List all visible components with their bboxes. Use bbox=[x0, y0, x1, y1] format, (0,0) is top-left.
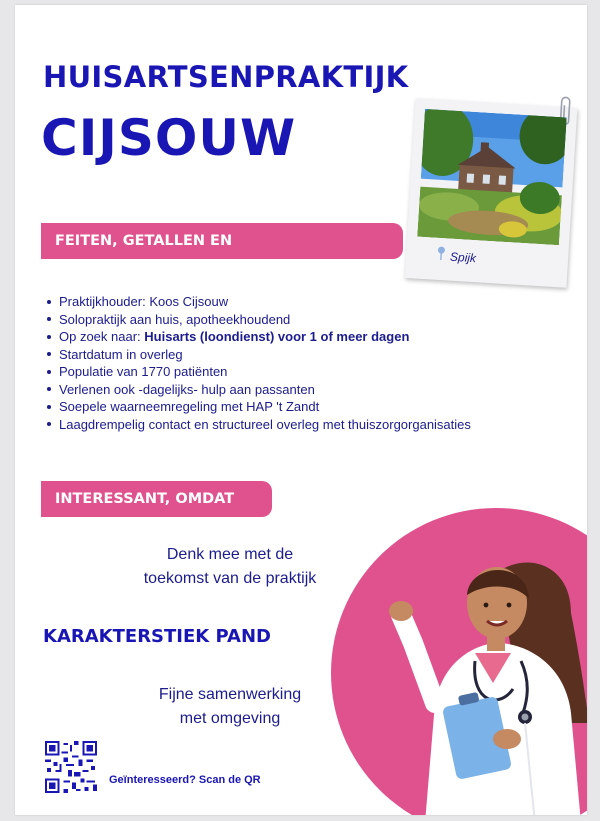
poster-page bbox=[15, 5, 587, 815]
list-item: Praktijkhouder: Koos Cijsouw bbox=[47, 293, 471, 311]
statement-building: KARAKTERSTIEK PAND bbox=[43, 626, 271, 647]
vacancy-highlight: Huisarts (loondienst) voor 1 of meer dagen bbox=[144, 329, 410, 344]
qr-code[interactable] bbox=[45, 741, 97, 793]
facts-list bbox=[47, 293, 471, 433]
list-item: Populatie van 1770 patiënten bbox=[47, 363, 471, 381]
list-item: Solopraktijk aan huis, apotheekhoudend bbox=[47, 311, 471, 329]
title-line-2: CIJSOUW bbox=[41, 109, 297, 167]
qr-label: Geïnteresseerd? Scan de QR bbox=[109, 774, 261, 786]
list-item: Verlenen ook -dagelijks- hulp aan passanten bbox=[47, 381, 471, 399]
list-item: Op zoek naar: Huisarts (loondienst) voor 1 of meer dagen bbox=[47, 328, 471, 346]
statement-cooperation: Fijne samenwerking met omgeving bbox=[158, 686, 302, 727]
title-line-1: HUISARTSENPRAKTIJK bbox=[43, 60, 409, 94]
list-item: Startdatum in overleg bbox=[47, 346, 471, 364]
location-pin-icon bbox=[436, 246, 447, 261]
why-heading: INTERESSANT, OMDAT bbox=[41, 481, 272, 517]
doctor-illustration bbox=[375, 533, 587, 815]
facts-heading: FEITEN, GETALLEN EN OPVALLENDHEDEN bbox=[41, 223, 403, 259]
photo-caption: Spijk bbox=[449, 249, 477, 266]
statement-future: Denk mee met de toekomst van de praktijk bbox=[143, 546, 317, 587]
photo-polaroid bbox=[405, 98, 578, 288]
house-photo bbox=[417, 109, 567, 245]
list-item: Laagdrempelig contact en structureel overleg met thuiszorgorganisaties bbox=[47, 416, 471, 434]
list-item: Soepele waarneemregeling met HAP 't Zandt bbox=[47, 398, 471, 416]
